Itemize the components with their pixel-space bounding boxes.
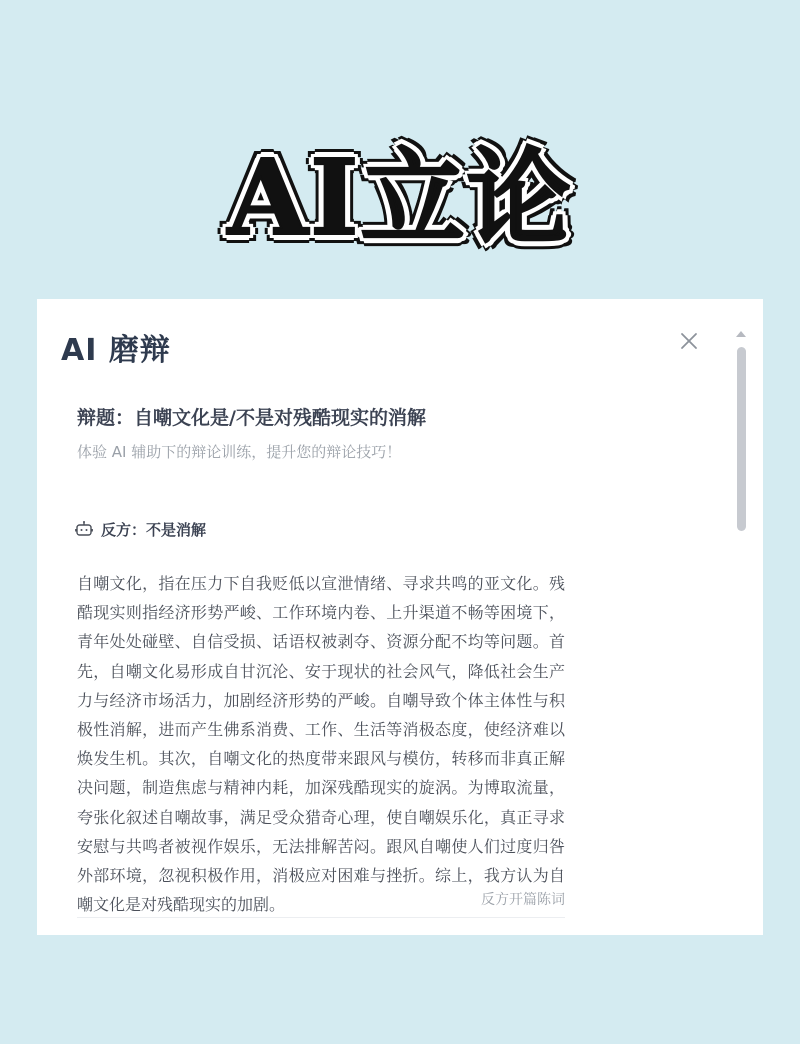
banner: [0, 118, 800, 278]
banner-title: AI立论: [227, 136, 573, 259]
scrollbar-thumb[interactable]: [737, 347, 746, 531]
scroll-up-arrow[interactable]: [736, 331, 746, 337]
divider: [77, 917, 565, 918]
close-button[interactable]: [677, 329, 701, 353]
side-label: 反方：不是消解: [101, 520, 207, 539]
debate-dialog: [37, 299, 763, 935]
debate-topic: 辩题：自嘲文化是/不是对残酷现实的消解: [77, 407, 426, 429]
close-icon: [677, 329, 701, 353]
dialog-title: AI 磨辩: [61, 333, 171, 368]
robot-icon: [75, 520, 93, 538]
side-header: [75, 518, 206, 540]
opening-statement: 自嘲文化，指在压力下自我贬低以宣泄情绪、寻求共鸣的亚文化。残酷现实则指经济形势严峻、工作环境内卷、上升渠道不畅等困境下，青年处处碰壁、自信受损、话语权被剥夺、资源分配不均等问题。首先，自嘲文化易形成自甘沉沦、安于现状的社会风气，降低社会生产力与经济市场活力，加剧经济形势的严峻。自嘲导致个体主体性与积极性消解，进而产生佛系消费、工作、生活等消极态度，使经济难以焕发生机。其次，自嘲文化的热度带来跟风与模仿，转移而非真正解决问题，制造焦虑与精神内耗，加深残酷现实的旋涡。为博取流量，夸张化叙述自嘲故事，满足受众猎奇心理，使自嘲娱乐化，真正寻求安慰与共鸣者被视作娱乐，无法排解苦闷。跟风自嘲使人们过度归咎外部环境，忽视积极作用，消极应对困难与挫折。综上，我方认为自嘲文化是对残酷现实的加剧。: [77, 574, 565, 915]
dialog-subtitle: 体验 AI 辅助下的辩论训练，提升您的辩论技巧！: [77, 443, 402, 461]
statement-caption: 反方开篇陈词: [481, 892, 565, 908]
